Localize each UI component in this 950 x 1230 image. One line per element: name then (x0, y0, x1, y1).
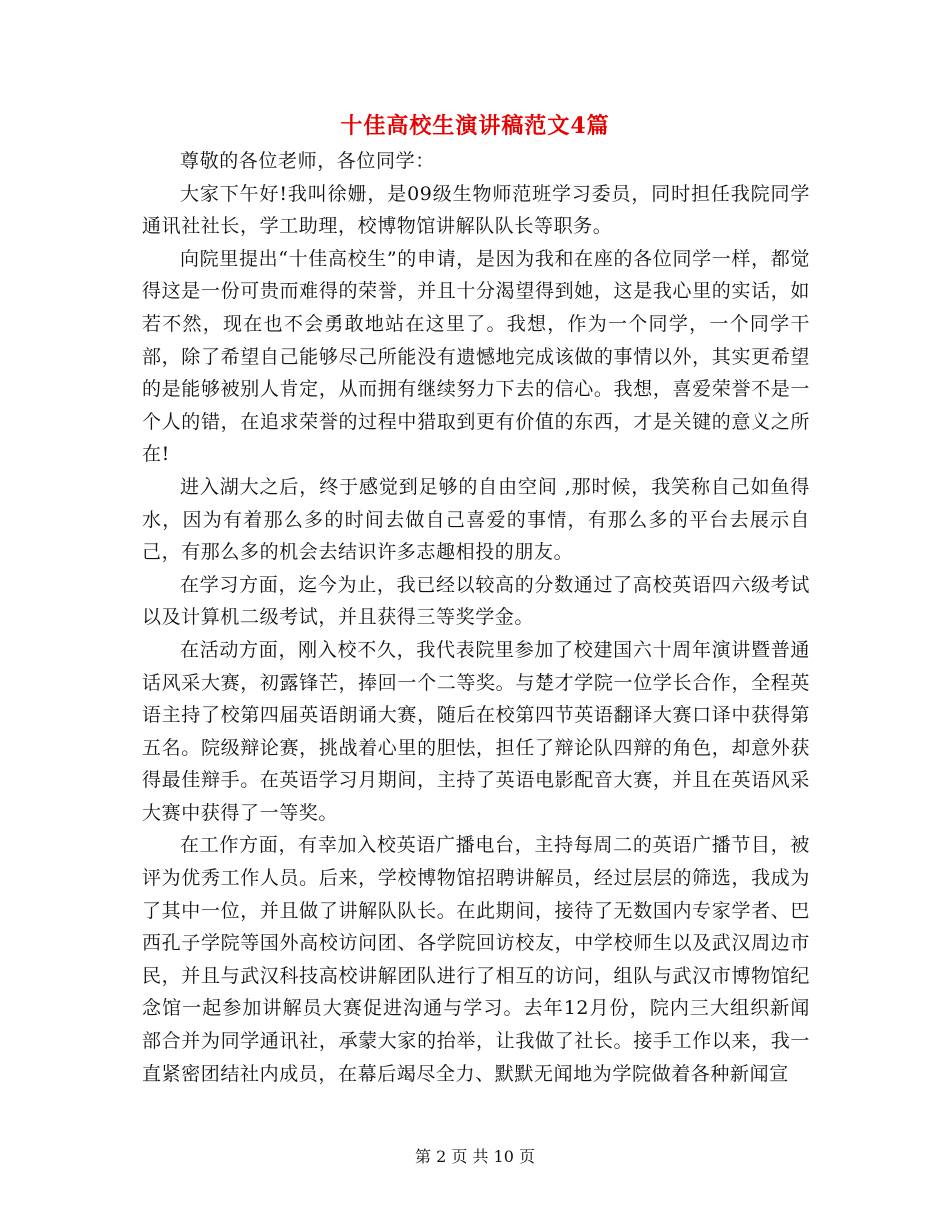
paragraph-work: 在工作方面，有幸加入校英语广播电台，主持每周二的英语广播节目，被评为优秀工作人员。后来，学校博物馆招聘讲解员，经过层层的筛选，我成为了其中一位，并且做了讲解队队长。在此期间，接待了无数国内专家学者、巴西孔子学院等国外高校访问团、各学院回访校友，中学校师生以及武汉周边市民，并且与武汉科技高校讲解团队进行了相互的访问，组队与武汉市博物馆纪念馆一起参加讲解员大赛促进沟通与学习。去年12月份，院内三大组织新闻部合并为同学通讯社，承蒙大家的抬举，让我做了社长。接手工作以来，我一直紧密团结社内成员，在幕后竭尽全力、默默无闻地为学院做着各种新闻宣 (142, 834, 810, 1085)
page-footer: 第 2 页 共 10 页 (415, 1147, 535, 1166)
paragraph-salutation: 尊敬的各位老师，各位同学： (180, 150, 435, 172)
paragraph-activities: 在活动方面，刚入校不久，我代表院里参加了校建国六十周年演讲暨普通话风采大赛，初露锋芒，捧回一个二等奖。与楚才学院一位学长合作，全程英语主持了校第四届英语朗诵大赛，随后在校第四节英语翻译大赛口译中获得第五名。院级辩论赛，挑战着心里的胆怯，担任了辩论队四辩的角色，却意外获得最佳辩手。在英语学习月期间，主持了英语电影配音大赛，并且在英语风采大赛中获得了一等奖。 (142, 638, 810, 824)
paragraph-introduction: 大家下午好!我叫徐姗，是09级生物师范班学习委员，同时担任我院同学通讯社社长，学工助理，校博物馆讲解队队长等职务。 (142, 182, 810, 238)
paragraph-motivation: 向院里提出“十佳高校生”的申请，是因为我和在座的各位同学一样，都觉得这是一份可贵而难得的荣誉，并且十分渴望得到她，这是我心里的实话，如若不然，现在也不会勇敢地站在这里了。我想，作为一个同学，一个同学干部，除了希望自己能够尽己所能没有遗憾地完成该做的事情以外，其实更希望的是能够被别人肯定，从而拥有继续努力下去的信心。我想，喜爱荣誉不是一个人的错，在追求荣誉的过程中猎取到更有价值的东西，才是关键的意义之所在! (142, 247, 810, 466)
paragraph-university-life: 进入湖大之后，终于感觉到足够的自由空间 ,那时候，我笑称自己如鱼得水，因为有着那么多的时间去做自己喜爱的事情，有那么多的平台去展示自己，有那么多的机会去结识许多志趣相投的朋友。 (142, 475, 810, 564)
document-body (142, 145, 810, 1090)
document-title: 十佳高校生演讲稿范文4篇 (340, 113, 610, 139)
paragraph-study: 在学习方面，迄今为止，我已经以较高的分数通过了高校英语四六级考试以及计算机二级考试，并且获得三等奖学金。 (142, 573, 810, 629)
